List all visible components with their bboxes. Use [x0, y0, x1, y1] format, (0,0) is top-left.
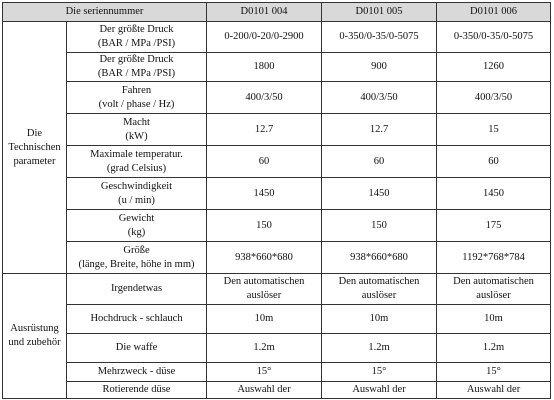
- value-cell: 10m: [322, 305, 437, 334]
- group-label-technical: Die Technischen parameter: [3, 22, 67, 274]
- series-label: Die seriennummer: [3, 3, 207, 22]
- value-cell: 1260: [437, 53, 551, 82]
- table-row: [3, 82, 551, 114]
- param-label: Hochdruck - schlauch: [67, 305, 207, 334]
- value-cell: 150: [207, 210, 322, 242]
- value-cell: 400/3/50: [322, 82, 437, 114]
- param-label: Macht (kW): [67, 114, 207, 146]
- model-header: D0101 006: [437, 3, 551, 22]
- value-cell: 0-350/0-35/0-5075: [437, 22, 551, 53]
- value-cell: 1450: [437, 178, 551, 210]
- param-label: Gewicht (kg): [67, 210, 207, 242]
- param-label: Geschwindigkeit (u / min): [67, 178, 207, 210]
- group-label-equipment: Ausrüstung und zubehör: [3, 274, 67, 399]
- table-row: [3, 146, 551, 178]
- table-row: [3, 210, 551, 242]
- param-label: Größe (länge, Breite, höhe in mm): [67, 242, 207, 274]
- value-cell: 0-350/0-35/0-5075: [322, 22, 437, 53]
- value-cell: 400/3/50: [207, 82, 322, 114]
- model-header: D0101 004: [207, 3, 322, 22]
- value-cell: 175: [437, 210, 551, 242]
- table-row: [3, 334, 551, 363]
- value-cell: 15: [437, 114, 551, 146]
- table-row: [3, 305, 551, 334]
- value-cell: Auswahl der: [322, 382, 437, 399]
- value-cell: Den automatischen auslöser: [322, 274, 437, 305]
- value-cell: 150: [322, 210, 437, 242]
- value-cell: 15°: [322, 363, 437, 382]
- spec-table: [2, 2, 551, 399]
- value-cell: 938*660*680: [322, 242, 437, 274]
- table-row: [3, 242, 551, 274]
- value-cell: 60: [207, 146, 322, 178]
- param-label: Mehrzweck - düse: [67, 363, 207, 382]
- param-label: Fahren (volt / phase / Hz): [67, 82, 207, 114]
- value-cell: 1450: [322, 178, 437, 210]
- value-cell: 1800: [207, 53, 322, 82]
- value-cell: 1.2m: [207, 334, 322, 363]
- value-cell: 15°: [207, 363, 322, 382]
- value-cell: 1.2m: [437, 334, 551, 363]
- value-cell: 12.7: [322, 114, 437, 146]
- value-cell: Den automatischen auslöser: [437, 274, 551, 305]
- param-label: Die waffe: [67, 334, 207, 363]
- value-cell: 60: [437, 146, 551, 178]
- value-cell: 900: [322, 53, 437, 82]
- param-label: Der größte Druck (BAR / MPa /PSI): [67, 22, 207, 53]
- value-cell: 938*660*680: [207, 242, 322, 274]
- value-cell: 10m: [207, 305, 322, 334]
- table-row: [3, 178, 551, 210]
- param-label: Der größte Druck (BAR / MPa /PSI): [67, 53, 207, 82]
- value-cell: 10m: [437, 305, 551, 334]
- value-cell: 15°: [437, 363, 551, 382]
- value-cell: 400/3/50: [437, 82, 551, 114]
- table-row: [3, 363, 551, 382]
- value-cell: Auswahl der: [207, 382, 322, 399]
- value-cell: 1450: [207, 178, 322, 210]
- value-cell: Den automatischen auslöser: [207, 274, 322, 305]
- param-label: Maximale temperatur. (grad Celsius): [67, 146, 207, 178]
- table-row: [3, 274, 551, 305]
- table-row: [3, 53, 551, 82]
- table-row: [3, 114, 551, 146]
- header-row: [3, 3, 551, 22]
- param-label: Rotierende düse: [67, 382, 207, 399]
- param-label: Irgendetwas: [67, 274, 207, 305]
- value-cell: 12.7: [207, 114, 322, 146]
- value-cell: 1.2m: [322, 334, 437, 363]
- value-cell: 0-200/0-20/0-2900: [207, 22, 322, 53]
- value-cell: Auswahl der: [437, 382, 551, 399]
- value-cell: 1192*768*784: [437, 242, 551, 274]
- model-header: D0101 005: [322, 3, 437, 22]
- table-row: [3, 22, 551, 53]
- table-row: [3, 382, 551, 399]
- value-cell: 60: [322, 146, 437, 178]
